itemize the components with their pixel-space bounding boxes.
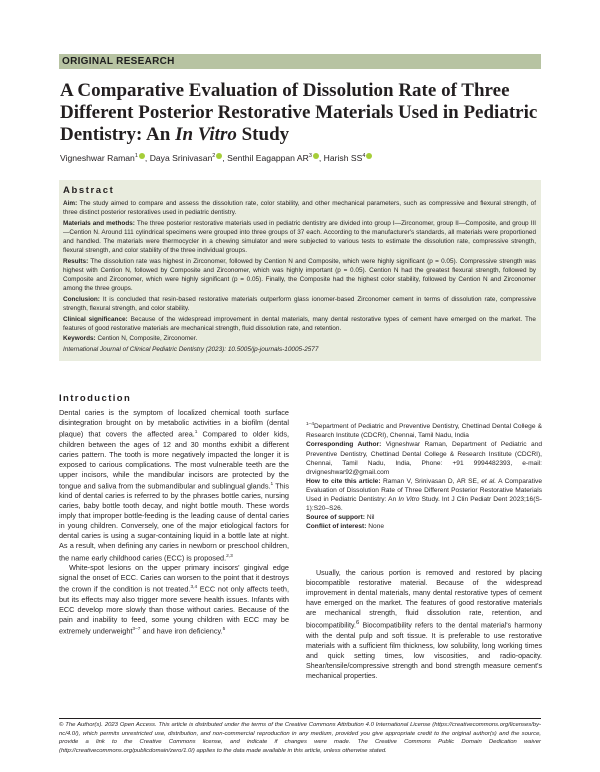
orcid-icon[interactable] <box>366 153 372 159</box>
abstract-results-label: Results: <box>63 257 89 265</box>
cite-text: A Comparative Evaluation of Dissolution Rate of Three Different Posterior Restorative Materials Used in Pediatric Dentistry: An <box>306 477 542 503</box>
abstract-methods <box>63 219 536 255</box>
affiliation <box>306 420 542 440</box>
abstract-aim <box>63 199 536 217</box>
author-affiliation-sup: 4 <box>362 153 366 159</box>
abstract-conclusion-text: It is concluded that resin-based restorative materials outperform glass ionomer-based Zirconomer cement in terms of dissolution rate, compressive strength, flexural strength, and color stability. <box>63 295 536 312</box>
article-info-block <box>306 420 542 532</box>
abstract-citation[interactable] <box>63 345 536 354</box>
intro-paragraph-2 <box>59 563 289 636</box>
corresponding-text[interactable]: Vigneshwar Raman, Department of Pediatric and Preventive Dentistry, Chettinad Dental College & Research Institute (CDCRI), Chennai, Tamil Nadu, India, Phone: +91 9994482393, e-mail: drvigneshwar92@gmail.com <box>306 441 542 476</box>
abstract-methods-label: Materials and methods: <box>63 219 135 227</box>
affiliation-text: Department of Pediatric and Preventive Dentistry, Chettinad Dental College & Research Institute (CDCRI), Chennai, Tamil Nadu, India <box>306 423 542 440</box>
author-name[interactable]: Vigneshwar Raman <box>60 152 135 163</box>
title-main: A Comparative Evaluation of Dissolution Rate of Three Different Posterior Restorative Materials Used in Pediatric Dentistry: An <box>60 80 538 145</box>
cite-text: Raman V, Srinivasan D, AR SE, <box>382 477 482 485</box>
abstract-clinical-text: Because of the widespread improvement in dental materials, many dental restorative types of cement have emerged on the market. The features of good restorative materials are mechanical strength, fluid dissolution rate, and retention. <box>63 315 536 332</box>
intro-text: This kind of dental caries is referred to by the phrases bottle caries, nursing caries, baby bottle tooth decay, and night bottle mouth. These words imply that improper bottle-feeding is the leading cause of dental caries in young children. Conversely, one of the major etiological factors for dental caries is using a sugar-containing liquid in a bottle late at night. As a result, when defining any caries in newborn or preschool children, the name early childhood caries (ECC) is proposed. <box>59 481 289 562</box>
citation-ref[interactable]: 1 <box>270 481 274 487</box>
citation-ref[interactable]: 3,4 <box>190 585 198 591</box>
abstract-results-text: The dissolution rate was highest in Zirconomer, followed by Cention N and Composite, which were highly significant (p = 0.05). Compressive strength was highest with Cention N, followed by Composite and Zirconomer, which was highly important (p = 0.05). Cention N had the greatest flexural strength, followed by Composite and Zirconomer, which were highly significant (p = 0.05). Finally, the Composite had the highest color stability, followed by Cention N and Zirconomer among the three groups. <box>63 257 536 293</box>
corresponding-author <box>306 440 542 476</box>
abstract-results <box>63 257 536 293</box>
support-value: Nil <box>366 514 375 522</box>
orcid-icon[interactable] <box>216 153 222 159</box>
cite-etal: et al. <box>481 477 497 485</box>
conflict-of-interest <box>306 522 542 531</box>
body-paragraph <box>306 568 542 681</box>
source-of-support <box>306 513 542 522</box>
author-list: Vigneshwar Raman$^1$ , Daya Srinivasan$^2$ , Senthil Eagappan $AR^3$ , Harish $SS^4$ <box>60 150 540 164</box>
citation-ref[interactable]: 3–7 <box>132 626 141 632</box>
title-end: Study <box>236 124 290 145</box>
cite-text: Study. Int J Clin Pediatr Dent 2023;16(S-1):S20–S26. <box>306 495 542 512</box>
cite-label: How to cite this article: <box>306 477 381 485</box>
citation-ref[interactable]: 5 <box>222 626 226 632</box>
abstract-keywords <box>63 334 536 343</box>
abstract-aim-text: The study aimed to compare and assess the dissolution rate, color stability, and other mechanical parameters, such as compressive and flexural strength, of three distinct posterior restoratives used in pediatric dentistry. <box>63 200 536 217</box>
abstract-aim-label: Aim: <box>63 200 78 207</box>
citation-ref[interactable]: 2,3 <box>226 553 233 559</box>
conflict-value: None <box>368 523 385 531</box>
footnote-divider <box>59 718 541 719</box>
citation-ref[interactable]: 1 <box>194 430 198 436</box>
author-name[interactable]: Daya Srinivasan <box>149 152 213 163</box>
intro-text: ECC not only affects teeth, but its effects may also trigger more severe health issues. Infants with ECC develop more slowly than those without caries. Because of the pain and inability to feed, some young children with ECC may be extremely underweight <box>59 584 289 636</box>
abstract-clinical-label: Clinical significance: <box>63 315 128 323</box>
intro-paragraph-1 <box>59 408 289 563</box>
intro-text: Dental caries is the symptom of localized chemical tooth surface disintegration brought on by metabolic activities in a biofilm (dental plaque) that covers the affected area. <box>59 408 289 439</box>
abstract-box <box>59 180 541 361</box>
intro-text: and have iron deficiency. <box>140 626 223 636</box>
author-name[interactable]: Senthil Eagappan AR <box>227 152 309 163</box>
article-type-banner: ORIGINAL RESEARCH <box>59 54 541 69</box>
how-to-cite <box>306 477 542 513</box>
affiliation-sup: 1–4 <box>306 422 315 427</box>
orcid-icon[interactable] <box>313 153 319 159</box>
author-affiliation-sup: 2 <box>212 153 216 159</box>
abstract-conclusion <box>63 295 536 313</box>
introduction-column <box>59 392 289 636</box>
abstract-clinical-significance <box>63 315 536 333</box>
intro-text: White-spot lesions on the upper primary incisors' gingival edge signal the onset of ECC. Caries can worsen to the point that it destroys the crown if the condition is not treated. <box>59 562 289 594</box>
license-footnote: © The Author(s). 2023 Open Access. This article is distributed under the terms of the Creative Commons Attribution 4.0 International License (https://creativecommons.org/licenses/by-nc/4.0/), which permits unrestricted use, distribution, and non-commercial reproduction in any medium, provided you give appropriate credit to the original author(s) and the source, provide a link to the Creative Commons license, and indicate if changes were made. The Creative Commons Public Domain Dedication waiver (http://creativecommons.org/publicdomain/zero/1.0/) applies to the data made available in this article, unless otherwise stated. <box>59 722 541 754</box>
body-right-column <box>306 568 542 681</box>
abstract-keywords-text: Cention N, Composite, Zirconomer. <box>97 335 198 343</box>
conflict-label: Conflict of interest: <box>306 523 367 531</box>
author-name[interactable]: Harish SS <box>323 152 363 163</box>
citation-ref[interactable]: 6 <box>355 620 360 627</box>
introduction-heading: Introduction <box>59 393 132 404</box>
abstract-conclusion-label: Conclusion: <box>63 295 100 303</box>
intro-text: Compared to older kids, children between the ages of 12 and 30 months exhibit a different caries pattern. The tooth is more negatively impacted the longer it is exposed to carious complications. The most vulnerable teeth are the upper incisors, while the mandibular incisors are protected by the tongue and saliva from the submandibular and sublingual glands. <box>59 429 289 491</box>
abstract-keywords-label: Keywords: <box>63 335 96 343</box>
abstract-methods-text: The three posterior restorative materials used in pediatric dentistry are divided into group I—Zirconomer, group II—Composite, and group III—Cention N. Around 111 cylindrical specimens were grouped into three groups of 37 each. According to the manufacturer's standards, all materials were proportioned and handled. The materials were thermocycler in a chewing simulator and were subjected to various tests to estimate the dissolution rate, compressive strength, flexural strength, and color stability of the three individual groups. <box>63 219 536 255</box>
author-affiliation-sup: 3 <box>308 153 312 159</box>
article-title <box>60 80 540 146</box>
support-label: Source of support: <box>306 514 365 522</box>
abstract-heading: Abstract <box>63 185 115 196</box>
title-italic: In Vitro <box>175 124 237 145</box>
corresponding-label: Corresponding Author: <box>306 441 382 449</box>
journal-citation: International Journal of Clinical Pediatric Dentistry (2023): 10.5005/jp-journals-10005-2577 <box>63 345 319 353</box>
cite-italic: In Vitro <box>398 495 420 503</box>
body-text: Biocompatibility refers to the dental material's harmony with the dental pulp and soft tissue. It is preferable to use restorative materials with a sufficient film thickness, low solubility, long working times and quick setting times, low viscosities, and radio-opacity. Shear/tensile/compressive strength and bond strength measure cement's mechanical properties. <box>306 621 542 680</box>
author-affiliation-sup: 1 <box>134 153 138 159</box>
orcid-icon[interactable] <box>139 153 145 159</box>
body-text: Usually, the carious portion is removed and restored by placing biocompatible restorative material. Because of the widespread improvement in dental materials, many dental restorative types of cement have emerged on the market. The features of good restorative materials are mechanical strength, fluid dissolution rate, retention, and biocompatibility. <box>306 569 542 630</box>
